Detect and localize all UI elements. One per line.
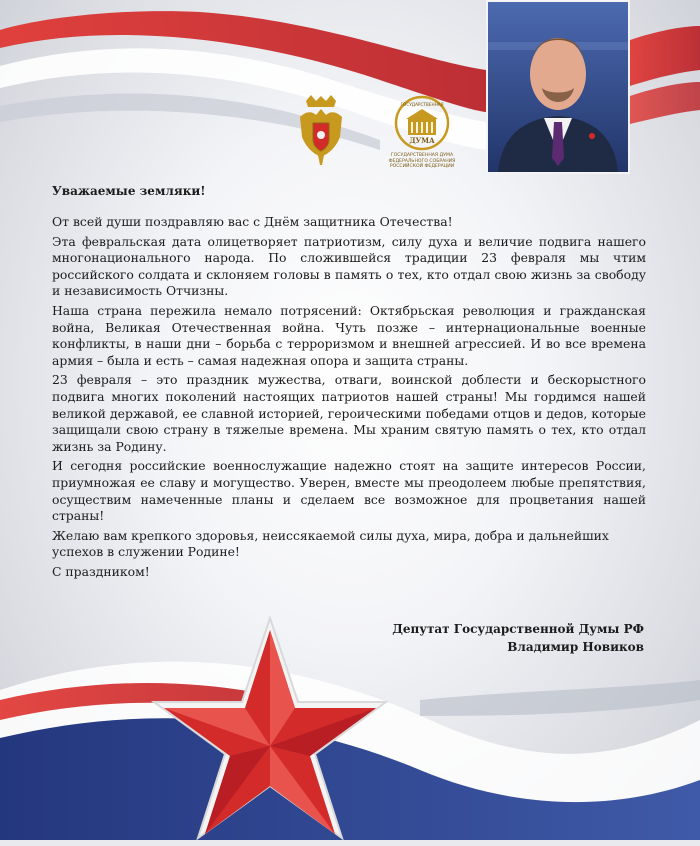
letter-paragraph: И сегодня российские военнослужащие надежно стоят на защите интересов России, приумножая ее славу и могущество. Уверен, вместе мы преодолеем любые препятствия, осуществим намеченные планы и сделаем все возможное для процветания нашей страны!: [52, 458, 646, 524]
red-star-icon: [150, 614, 390, 842]
signature: [392, 620, 644, 656]
letter-paragraph: Желаю вам крепкого здоровья, неиссякаемой силы духа, мира, добра и дальнейших успехов в служении Родине!: [52, 527, 609, 560]
duma-emblem-icon: [394, 95, 450, 151]
letter-paragraph: Эта февральская дата олицетворяет патриотизм, силу духа и величие подвига нашего многонационального народа. По сложившейся традиции 23 февраля мы чтим российского солдата и склоняем головы в память о тех, кто отдал свою жизнь за свободу и независимость Отчизны.: [52, 233, 646, 299]
duma-logo: [386, 95, 458, 175]
deputy-portrait-icon: [486, 0, 630, 174]
duma-caption: [386, 153, 458, 170]
duma-caption-line: ГОСУДАРСТВЕННАЯ ДУМА: [390, 153, 454, 158]
signature-position: Депутат Государственной Думы РФ: [392, 622, 644, 636]
letter-greeting: Уважаемые земляки!: [52, 184, 206, 198]
signature-name: Владимир Новиков: [507, 640, 644, 654]
duma-logo-top: ГОСУДАРСТВЕННАЯ: [400, 102, 444, 107]
letter-closing: С праздником!: [52, 563, 150, 579]
duma-logo-title: ДУМА: [409, 136, 435, 145]
duma-caption-line: ФЕДЕРАЛЬНОГО СОБРАНИЯ: [388, 158, 456, 164]
letter-body: [52, 184, 646, 583]
duma-caption-line: РОССИЙСКОЙ ФЕДЕРАЦИИ: [389, 164, 455, 169]
letter-paragraph: 23 февраля – это праздник мужества, отваги, воинской доблести и бескорыстного подвига многих поколений настоящих патриотов нашей страны! Мы гордимся нашей великой державой, ее славной историей, героическими победами отцов и дедов, которые защищали свою страну в тяжелые времена. Мы храним святую память о тех, кто отдал жизнь за Родину.: [52, 372, 646, 454]
letter-paragraph: Наша страна пережила немало потрясений: Октябрьская революция и гражданская война, Великая Отечественная война. Чуть позже – интернациональные военные конфликты, в наши дни – борьба с терроризмом и внешней агрессией. И во все времена армия – была и есть – самая надежная опора и защита страны.: [52, 302, 646, 368]
russian-coat-of-arms-icon: [296, 93, 346, 167]
letter-paragraph: От всей души поздравляю вас с Днём защитника Отечества!: [52, 214, 453, 229]
